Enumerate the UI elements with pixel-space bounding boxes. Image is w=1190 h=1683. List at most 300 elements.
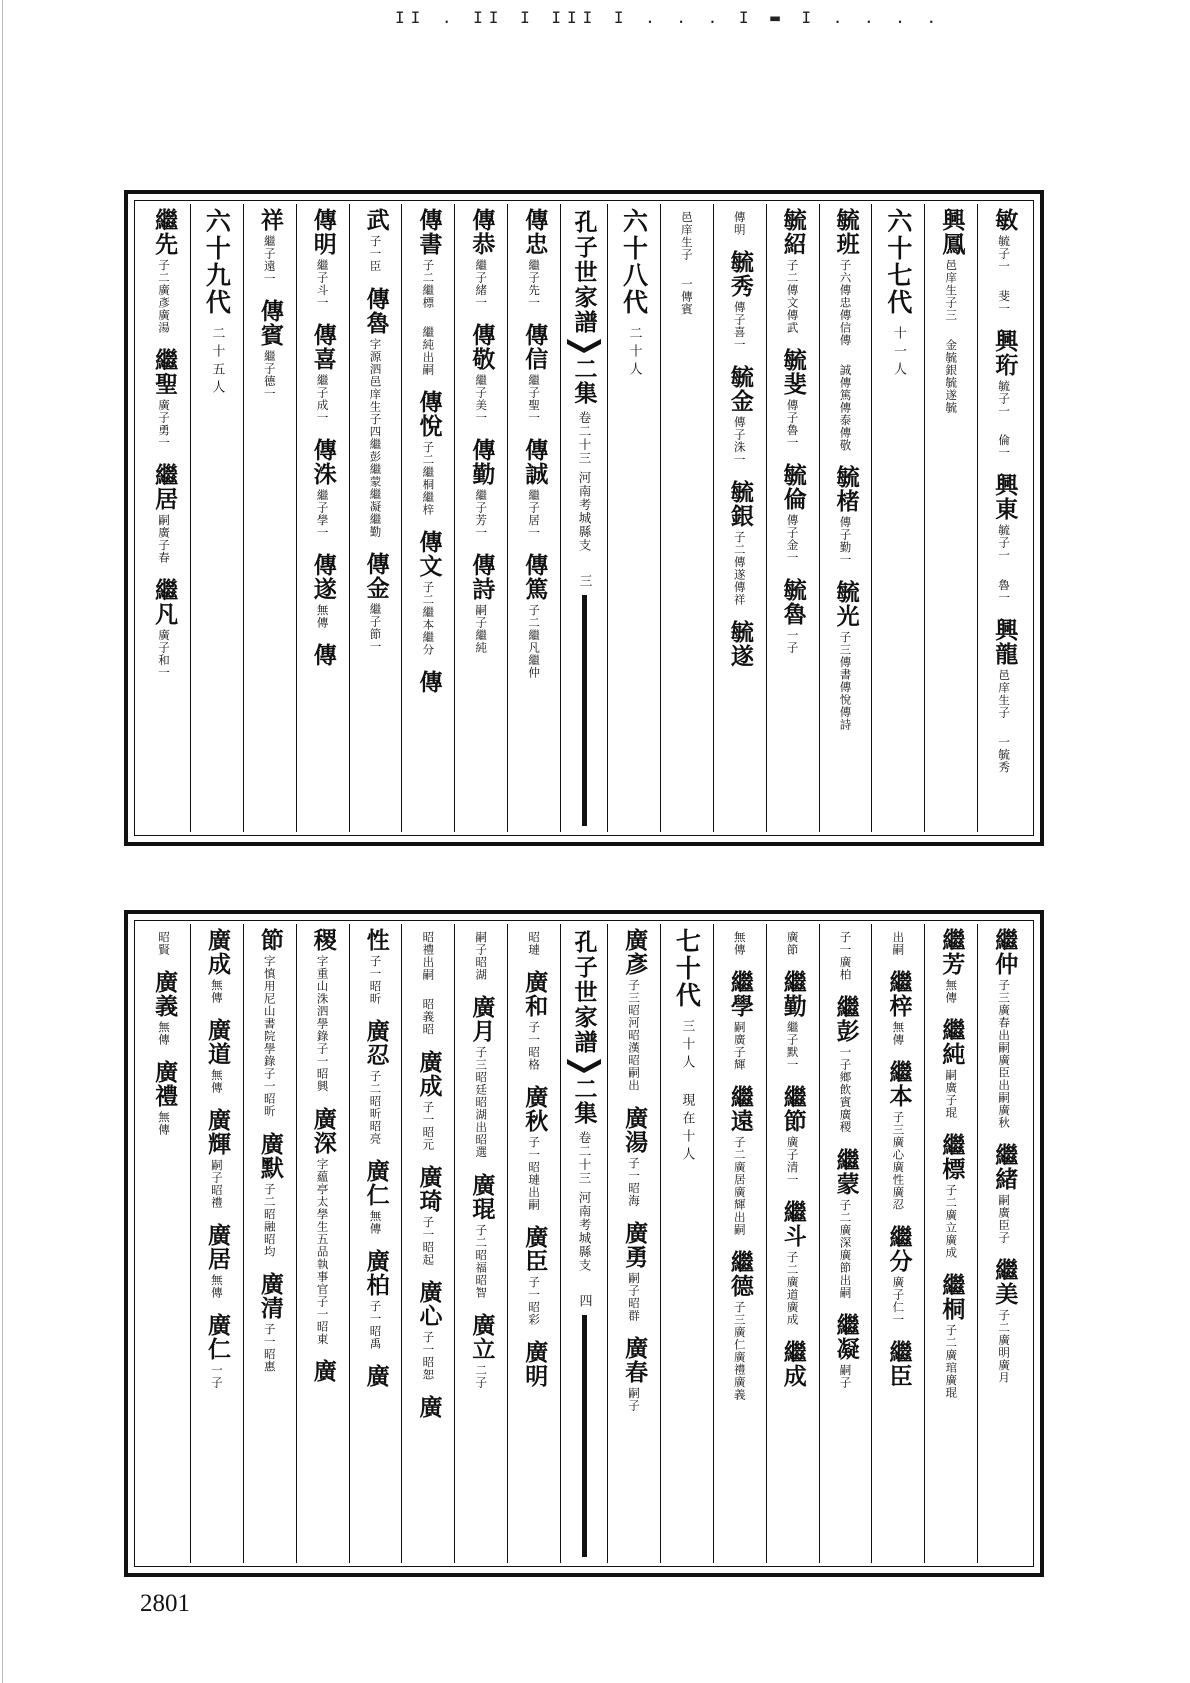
person-entry (151, 348, 179, 449)
person-name: 廣明 (521, 1340, 549, 1388)
spine-branch: 河南考城縣支 (577, 471, 592, 552)
person-name: 廣琨 (468, 1172, 496, 1221)
spine-upper (560, 204, 608, 832)
person-note: 魯一 (997, 578, 1012, 604)
person-entry (832, 1312, 860, 1389)
person-name: 廣春 (621, 1335, 649, 1384)
person-name: 廣月 (468, 995, 496, 1043)
person-name: 廣立 (468, 1312, 496, 1361)
genealogy-column (924, 204, 977, 832)
person-entry (151, 970, 179, 1046)
person-entry (468, 323, 496, 424)
person-name: 繼聖 (151, 348, 179, 396)
person-note: 一子 (209, 1364, 224, 1389)
person-name: 毓秀 (726, 250, 754, 298)
person-name: 興龍 (991, 617, 1019, 666)
genealogy-panel-upper (124, 190, 1044, 846)
person-entry (991, 208, 1019, 273)
person-note: 嗣廣臣子 (997, 1194, 1012, 1244)
person-note: 毓子一 (997, 379, 1012, 417)
genealogy-column (871, 204, 924, 832)
person-entry (991, 1143, 1019, 1244)
person-note: 邑庠生子 (997, 668, 1012, 719)
person-note: 子二傳文傳武 (785, 259, 800, 334)
genealogy-column (190, 204, 243, 832)
person-entry (938, 1273, 966, 1399)
person-name: 傳書 (415, 208, 443, 256)
person-name: 廣湯 (621, 1105, 649, 1154)
spine-volume: 卷二十三 (577, 411, 592, 465)
person-name: 傳篤 (521, 553, 549, 601)
person-name: 毓銀 (726, 480, 754, 528)
person-note: 繼子緒一 (474, 259, 489, 309)
person-name: 毓遂 (726, 620, 754, 668)
person-note: 傳子洙一 (732, 416, 747, 466)
person-name: 興鳳 (938, 208, 966, 256)
person-name: 傳敬 (468, 323, 496, 371)
person-name: 傳明 (309, 208, 337, 256)
person-entry (468, 208, 496, 309)
person-name: 性 (362, 928, 390, 952)
person-entry (309, 643, 337, 667)
person-note: 毓子一 (997, 235, 1012, 273)
person-note: 無傳 (891, 1021, 906, 1046)
person-entry (998, 733, 1010, 774)
person-note: 子二廣深廣節出嗣 (838, 1198, 853, 1299)
person-note: 繼純出嗣 (421, 326, 436, 376)
person-note: 昭賢 (156, 931, 171, 956)
person-entry (151, 208, 179, 334)
person-name: 廣成 (415, 1049, 443, 1098)
person-name: 廣臣 (521, 1225, 549, 1273)
person-entry (832, 580, 860, 731)
spine-title: 孔子世家譜 (570, 930, 598, 1055)
person-entry (991, 1258, 1019, 1384)
person-entry (205, 1108, 229, 1209)
person-note: 子三昭廷昭湖出昭選 (474, 1046, 489, 1159)
person-note: 無傳 (732, 931, 747, 956)
person-note: 子一昭璉出嗣 (527, 1136, 542, 1211)
person-entry (309, 1106, 337, 1346)
genealogy-column (766, 204, 819, 832)
person-name: 毓班 (832, 208, 860, 256)
person-name: 繼凝 (832, 1312, 860, 1361)
person-entry (779, 1085, 807, 1186)
person-note: 嗣子 (626, 1386, 641, 1412)
person-note: 無傳 (156, 1021, 171, 1046)
person-note: 子一昭格 (527, 1021, 542, 1071)
person-note: 繼子美一 (474, 374, 489, 424)
person-note: 傳子喜一 (732, 301, 747, 351)
person-note: 無傳 (209, 1069, 224, 1094)
genealogy-column (349, 924, 402, 1563)
person-note: 子一昭起 (421, 1215, 436, 1266)
person-entry (832, 1147, 860, 1299)
generation-heading: 六十八代 (619, 208, 649, 316)
genealogy-column (349, 204, 402, 832)
person-entry (681, 275, 693, 316)
person-note: 一子鄉飲賓廣稷 (838, 1046, 853, 1134)
person-entry (728, 365, 752, 466)
person-name: 繼芳 (938, 928, 966, 976)
person-note: 無傳 (315, 604, 330, 629)
person-entry (728, 1085, 752, 1236)
person-name: 傳金 (362, 551, 390, 600)
person-note: 子一昭恕 (421, 1330, 436, 1381)
person-name: 廣仁 (362, 1159, 390, 1207)
person-entry (422, 928, 434, 981)
person-note: 斐一 (997, 289, 1012, 315)
person-entry (309, 323, 337, 424)
generation-count: 二十人 (626, 326, 642, 380)
person-entry (779, 970, 807, 1071)
genealogy-column (401, 204, 454, 832)
person-note: 子三廣仁廣禮廣義 (732, 1301, 747, 1401)
person-name: 傳賓 (256, 299, 284, 347)
person-note: 子一昭禹 (368, 1300, 383, 1350)
person-entry (362, 1249, 390, 1350)
person-note: 無傳 (209, 979, 224, 1004)
person-entry (521, 970, 549, 1071)
generation-heading: 六十九代 (202, 208, 232, 316)
person-name: 傳洙 (309, 438, 337, 486)
genealogy-column (507, 924, 560, 1563)
person-name: 繼仲 (991, 928, 1019, 976)
person-entry (468, 553, 496, 654)
person-entry (475, 928, 487, 981)
person-note: 子三昭河昭漢昭嗣出 (626, 979, 641, 1092)
person-name: 節 (256, 928, 284, 952)
person-name: 傳文 (415, 530, 443, 578)
person-name: 廣秋 (521, 1085, 549, 1133)
person-note: 昭禮出嗣 (421, 931, 436, 981)
person-note: 傳子金一 (785, 514, 800, 564)
person-note: 子二廣居廣輝出嗣 (732, 1136, 747, 1236)
person-entry (779, 348, 807, 449)
person-note: 子三傳書傳悅傳詩 (838, 631, 853, 731)
person-entry (728, 250, 752, 351)
person-entry (258, 208, 282, 285)
person-entry (362, 1019, 390, 1145)
person-note: 嗣廣子輝 (732, 1021, 747, 1071)
columns-lower (138, 924, 1030, 1563)
person-name: 毓紹 (779, 208, 807, 256)
person-note: 子一臣 (368, 235, 383, 273)
person-entry (362, 1159, 390, 1235)
person-note: 二子 (474, 1363, 489, 1389)
person-entry (885, 1060, 913, 1211)
person-entry (528, 928, 540, 956)
person-entry (521, 438, 549, 539)
person-note: 無傳 (156, 1111, 171, 1136)
person-name: 傳勤 (468, 438, 496, 486)
person-note: 子二昭融昭均 (262, 1182, 277, 1258)
person-note: 廣子和一 (156, 629, 171, 679)
person-note: 繼子遠一 (262, 235, 277, 285)
person-name: 廣琦 (415, 1164, 443, 1213)
person-entry (468, 995, 496, 1159)
person-name: 繼緒 (991, 1143, 1019, 1191)
person-entry (309, 1359, 337, 1383)
person-entry (728, 480, 752, 606)
person-note: 繼子先一 (527, 259, 542, 309)
person-entry (258, 1132, 282, 1258)
person-note: 子一昭元 (421, 1100, 436, 1151)
person-entry (468, 1172, 496, 1299)
person-entry (468, 438, 496, 539)
person-entry (991, 328, 1019, 418)
genealogy-column (713, 924, 766, 1563)
generation-heading: 六十七代 (883, 208, 913, 316)
person-note: 倫一 (997, 434, 1012, 459)
person-note: 邑庠生子三 (944, 259, 959, 322)
genealogy-column (608, 204, 660, 832)
person-note: 嗣廣子春 (156, 514, 171, 564)
person-name: 繼梓 (885, 970, 913, 1018)
genealogy-column (296, 924, 349, 1563)
person-entry (991, 473, 1019, 562)
person-name: 興珩 (991, 328, 1019, 377)
scan-edge-rule (2, 0, 3, 1683)
person-name: 廣彥 (621, 928, 649, 976)
person-entry (415, 530, 443, 656)
generation-count: 十一人 (890, 326, 906, 380)
person-name: 繼居 (151, 463, 179, 511)
person-entry (832, 995, 860, 1134)
person-note: 傳子魯一 (785, 399, 800, 449)
person-note: 繼子成一 (315, 374, 330, 424)
person-name: 繼分 (885, 1225, 913, 1273)
person-entry (734, 208, 746, 236)
person-note: 邑庠生子 (679, 211, 694, 261)
person-entry (728, 1250, 752, 1401)
person-name: 毓光 (832, 580, 860, 628)
person-name: 廣 (415, 1394, 443, 1419)
person-entry (205, 1313, 229, 1389)
person-note: 子一昭昕 (368, 955, 383, 1005)
person-entry (832, 208, 860, 347)
person-note: 廣子勇一 (156, 399, 171, 449)
person-name: 傳信 (521, 323, 549, 371)
person-name: 傳 (309, 643, 337, 667)
columns-upper (138, 204, 1030, 832)
spine-lower (560, 924, 608, 1563)
person-name: 傳悅 (415, 390, 443, 438)
person-entry (205, 1223, 229, 1299)
person-note: 字慎用尼山書院學錄子一昭昕 (262, 955, 277, 1118)
person-entry (787, 928, 799, 956)
person-name: 廣勇 (621, 1220, 649, 1269)
person-note: 出嗣 (891, 931, 906, 956)
header-marks: II . II I III I . . . I ▬ I . . . . (395, 8, 943, 27)
person-name: 繼桐 (938, 1273, 966, 1321)
person-entry (309, 928, 337, 1093)
person-entry (205, 1018, 229, 1094)
person-note: 子二廣琯廣琨 (944, 1324, 959, 1399)
person-entry (362, 551, 390, 653)
person-name: 繼美 (991, 1258, 1019, 1306)
genealogy-column (296, 204, 349, 832)
person-entry (362, 928, 390, 1005)
person-name: 廣心 (415, 1279, 443, 1328)
person-name: 廣 (309, 1359, 337, 1383)
person-note: 子一昭海 (626, 1156, 641, 1207)
spine-branch: 河南考城縣支 (577, 1191, 592, 1272)
person-entry (991, 928, 1019, 1129)
person-entry (258, 928, 282, 1118)
person-entry (309, 553, 337, 629)
person-name: 繼德 (726, 1250, 754, 1298)
person-note: 傳子勤一 (838, 516, 853, 566)
person-entry (422, 995, 434, 1036)
person-note: 子三廣心廣性廣忍 (891, 1111, 906, 1211)
person-entry (779, 208, 807, 334)
person-name: 傳喜 (309, 323, 337, 371)
person-name: 毓斐 (779, 348, 807, 396)
person-note: 子二傳遂傳祥 (732, 531, 747, 606)
person-entry (258, 1272, 282, 1373)
person-entry (991, 617, 1019, 719)
person-name: 繼斗 (779, 1200, 807, 1248)
spine-page: 四 (576, 1294, 592, 1307)
person-name: 廣和 (521, 970, 549, 1018)
person-name: 繼學 (726, 970, 754, 1018)
genealogy-column (871, 924, 924, 1563)
person-entry (885, 970, 913, 1046)
person-note: 一子 (785, 629, 800, 654)
person-note: 昭璉 (527, 931, 542, 956)
person-name: 傳詩 (468, 553, 496, 601)
person-entry (998, 287, 1010, 315)
person-note: 子二廣道廣成 (785, 1251, 800, 1326)
person-entry (728, 970, 752, 1071)
person-name: 繼先 (151, 208, 179, 256)
person-name: 廣義 (151, 970, 179, 1018)
genealogy-column (713, 204, 766, 832)
person-note: 子二廣彥廣湯 (156, 259, 171, 334)
person-entry (621, 1220, 649, 1322)
person-name: 繼蒙 (832, 1147, 860, 1196)
person-note: 誠傳篤傳泰傳敬 (838, 363, 853, 451)
person-note: 繼子居一 (527, 489, 542, 539)
person-note: 繼子節一 (368, 602, 383, 653)
person-name: 廣輝 (204, 1108, 231, 1156)
person-entry (309, 438, 337, 539)
person-name: 興東 (991, 473, 1019, 521)
genealogy-column (401, 924, 454, 1563)
person-name: 廣居 (204, 1223, 231, 1271)
person-entry (362, 208, 390, 273)
person-note: 嗣子 (838, 1363, 853, 1389)
person-entry (362, 286, 390, 538)
genealogy-column (924, 924, 977, 1563)
person-note: 嗣廣子琨 (944, 1069, 959, 1119)
person-note: 子二昭福昭智 (474, 1223, 489, 1299)
person-entry (734, 928, 746, 956)
person-note: 廣子仁一 (891, 1276, 906, 1326)
person-entry (892, 928, 904, 956)
person-name: 毓金 (726, 365, 754, 413)
person-entry (521, 1225, 549, 1326)
person-entry (521, 1085, 549, 1211)
genealogy-column (243, 204, 296, 832)
genealogy-column (454, 924, 507, 1563)
person-name: 傳恭 (468, 208, 496, 256)
person-note: 繼子學一 (315, 489, 330, 539)
person-note: 子二昭昕昭亮 (368, 1070, 383, 1145)
person-name: 繼彭 (832, 995, 860, 1043)
person-name: 廣深 (309, 1106, 337, 1155)
person-name: 傳魯 (362, 286, 390, 335)
person-entry (158, 928, 170, 956)
person-entry (938, 208, 966, 322)
person-note: 繼子芳一 (474, 489, 489, 539)
person-name: 稷 (309, 928, 337, 952)
spine-bar (582, 1315, 587, 1557)
person-note: 字源泗邑庠生子四繼彭繼蒙繼凝繼勤 (368, 337, 383, 538)
person-note: 一毓秀 (997, 735, 1012, 773)
person-name: 廣成 (204, 928, 231, 976)
person-name: 毓楮 (832, 465, 860, 513)
person-entry (779, 578, 807, 654)
person-note: 字藴亭太學生五品執事官子一昭東 (315, 1157, 330, 1345)
genealogy-panel-lower (124, 910, 1044, 1577)
genealogy-column (660, 924, 713, 1563)
person-note: 字重山洙泗學錄子一昭興 (315, 955, 330, 1093)
genealogy-column (608, 924, 660, 1563)
person-name: 繼節 (779, 1085, 807, 1133)
person-entry (415, 1049, 443, 1151)
person-note: 子六傳忠傳信傳 (838, 259, 853, 347)
person-name: 廣 (362, 1364, 390, 1388)
person-entry (521, 1340, 549, 1388)
genealogy-column (507, 204, 560, 832)
person-name: 廣清 (256, 1271, 284, 1320)
person-entry (415, 1164, 443, 1266)
person-note: 嗣子昭群 (626, 1271, 641, 1322)
genealogy-column (766, 924, 819, 1563)
generation-heading: 七十代 (672, 928, 702, 1009)
person-note: 繼子聖一 (527, 374, 542, 424)
person-entry (779, 463, 807, 564)
person-note: 嗣子繼純 (474, 604, 489, 654)
person-note: 子一昭彩 (527, 1276, 542, 1326)
person-name: 祥 (256, 208, 284, 232)
person-note: 子二繼凡繼仲 (527, 604, 542, 679)
person-entry (258, 299, 282, 400)
page-number: 2801 (140, 1590, 190, 1617)
person-note: 子二廣立廣成 (944, 1184, 959, 1259)
person-name: 廣柏 (362, 1249, 390, 1297)
person-name: 繼純 (938, 1018, 966, 1066)
person-note: 子二廣明廣月 (997, 1309, 1012, 1384)
fish-tail-ornament-icon (567, 339, 601, 353)
person-entry (885, 1340, 913, 1388)
person-note: 無傳 (368, 1210, 383, 1235)
genealogy-column (977, 924, 1030, 1563)
genealogy-column (138, 204, 190, 832)
person-entry (938, 1018, 966, 1119)
person-note: 繼子默一 (785, 1021, 800, 1071)
person-note: 繼子德一 (262, 350, 277, 400)
person-entry (422, 323, 434, 376)
person-note: 傳明 (732, 211, 747, 236)
person-entry (998, 576, 1010, 604)
person-note: 子二繼本繼分 (421, 581, 436, 656)
genealogy-column (243, 924, 296, 1563)
person-name: 繼凡 (151, 578, 179, 626)
person-entry (938, 928, 966, 1004)
